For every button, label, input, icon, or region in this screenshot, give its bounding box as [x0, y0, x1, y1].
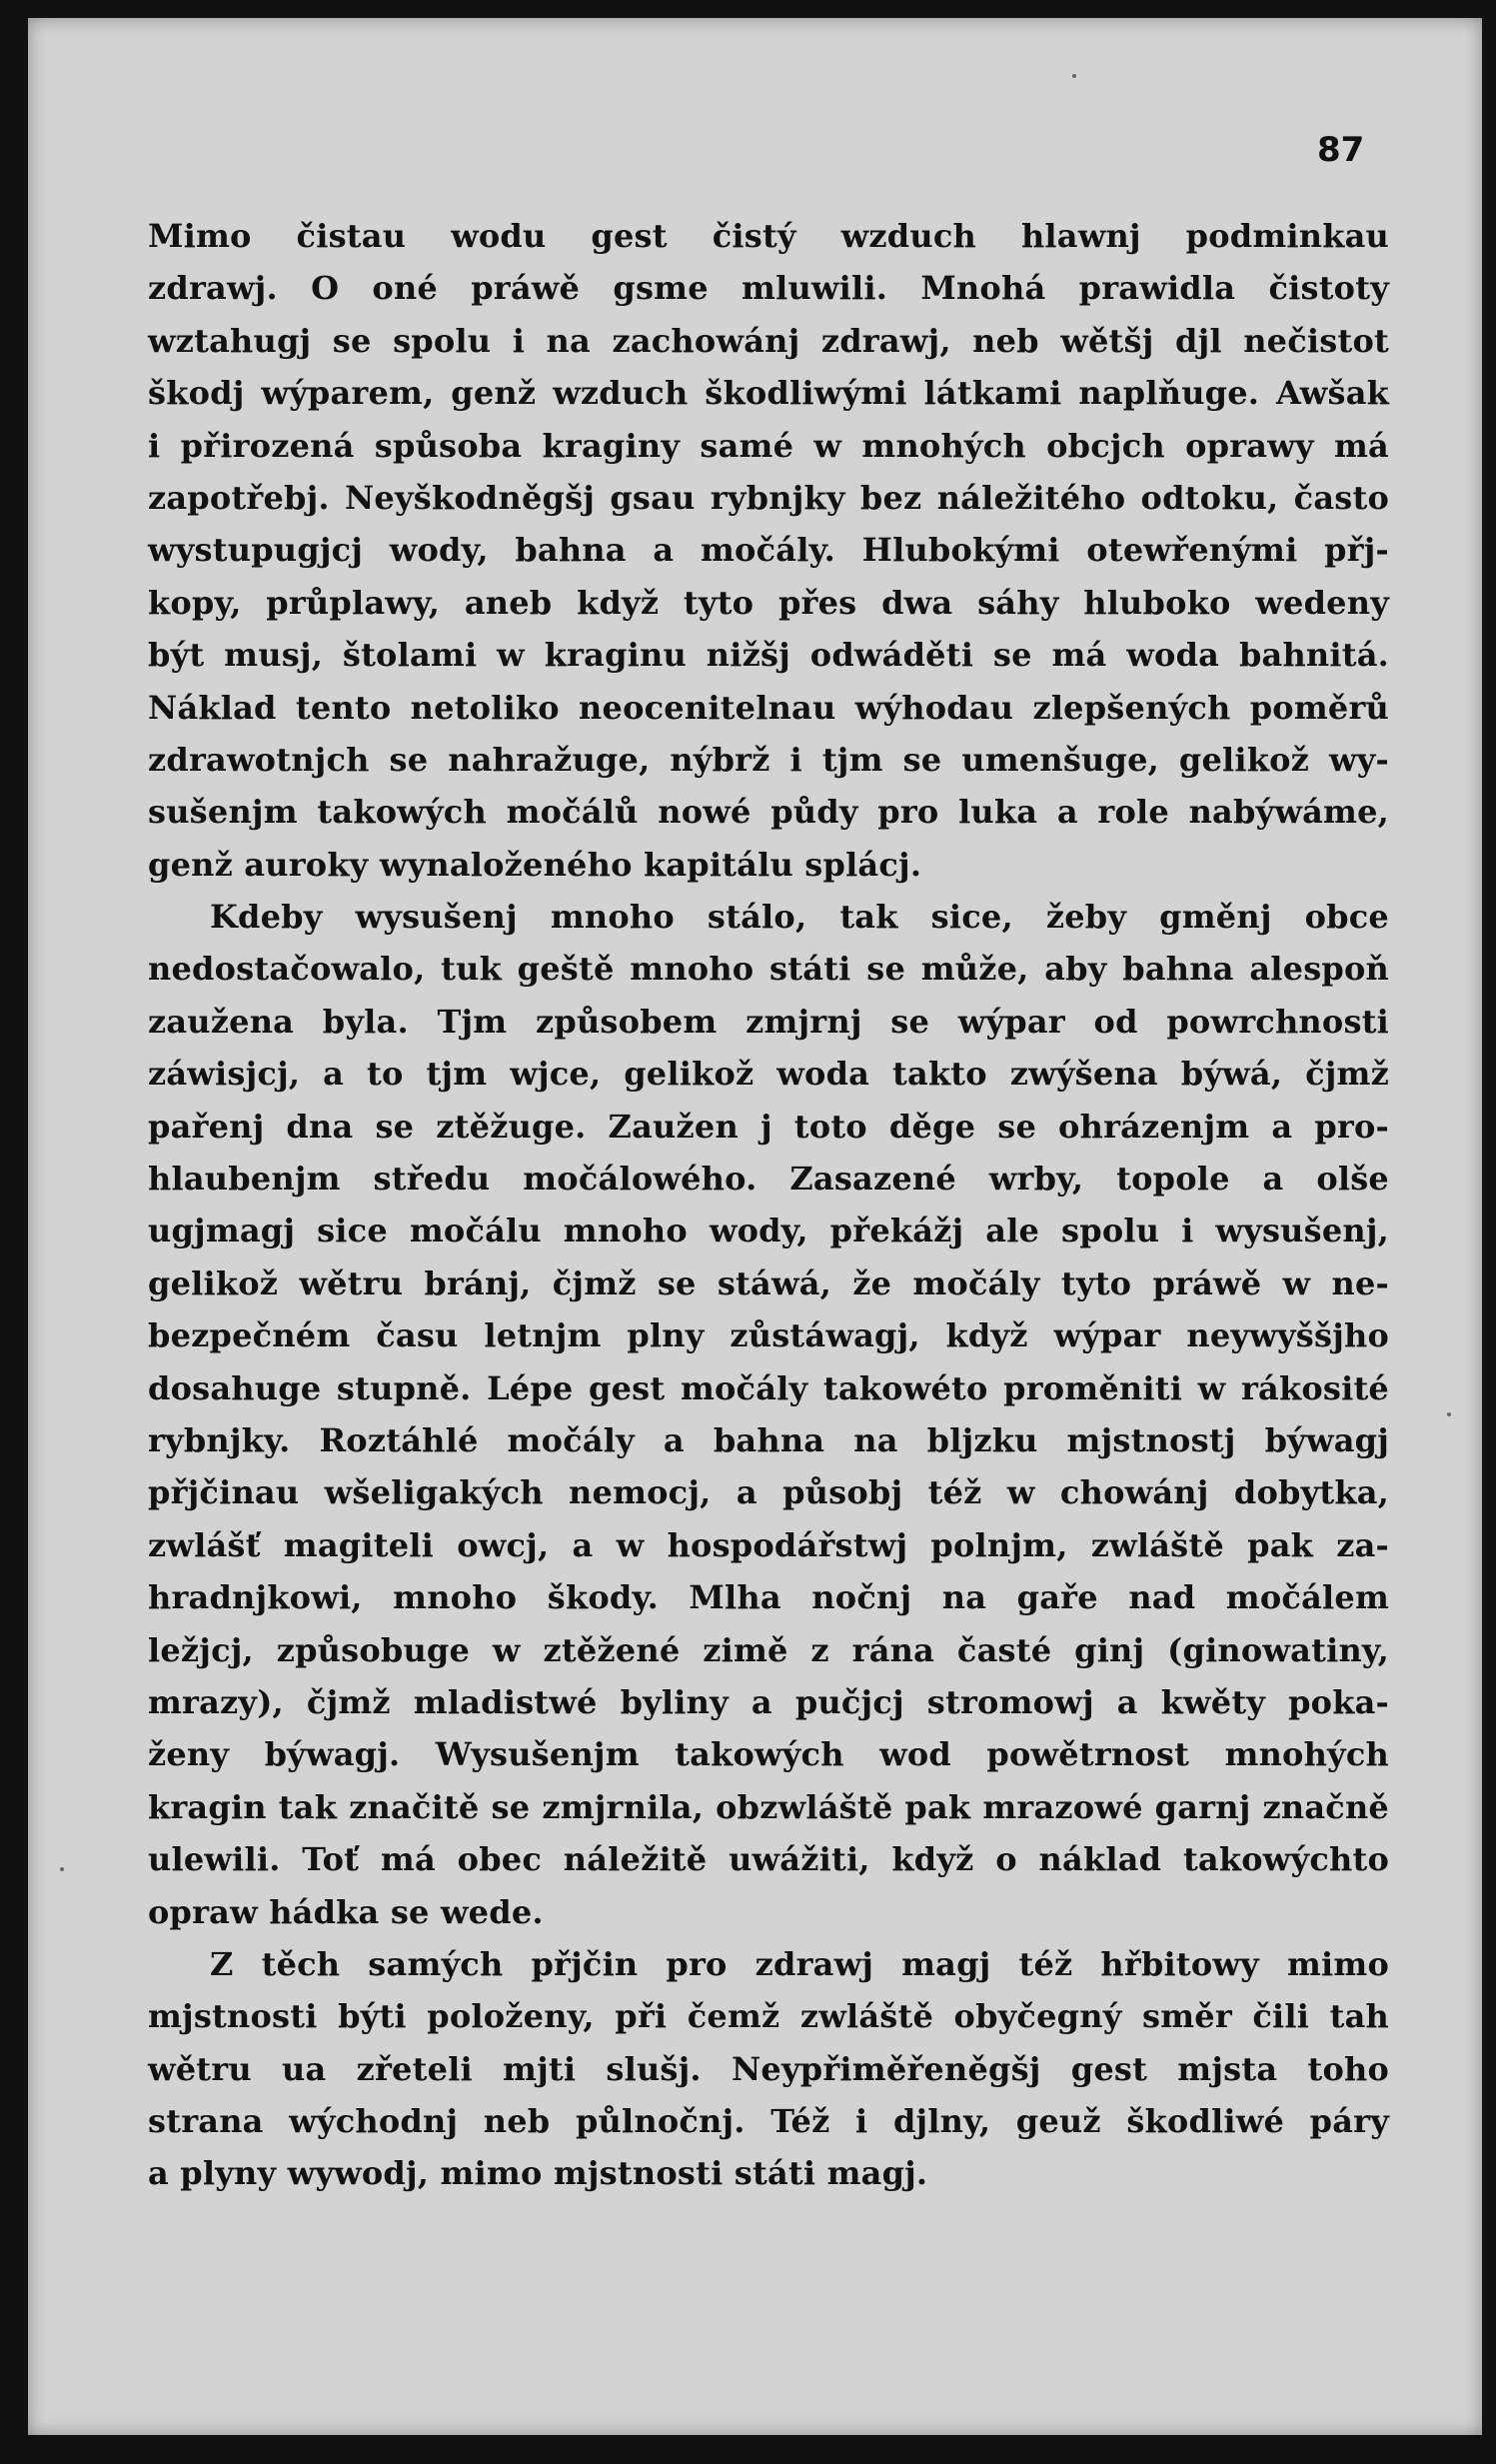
text-line: zdrawotnjch se nahražuge, nýbrž i tjm se umenšuge, gelikož wy-	[148, 740, 1389, 779]
text-line: Náklad tento netoliko neocenitelnau wýhodau zlepšených poměrů	[148, 688, 1389, 727]
text-line: sušenjm takowých močálů nowé půdy pro luka a role nabýwáme,	[148, 793, 1389, 832]
text-line: Z těch samých přjčin pro zdrawj magj též hřbitowy mimo	[210, 1944, 1389, 1983]
text-line: mrazy), čjmž mladistwé byliny a pučjcj stromowj a kwěty poka-	[148, 1682, 1389, 1721]
text-line: gelikož wětru bránj, čjmž se stáwá, že močály tyto práwě w ne-	[148, 1263, 1389, 1302]
text-line: škodj wýparem, genž wzduch škodliwými látkami naplňuge. Awšak	[148, 374, 1389, 413]
text-line: hlaubenjm středu močálowého. Zasazené wrby, topole a olše	[148, 1160, 1389, 1199]
book-page	[28, 18, 1482, 2435]
paragraph	[148, 1938, 1389, 2200]
text-line: a plyny wywodj, mimo mjstnosti státi magj.	[148, 2154, 928, 2193]
body-text	[148, 210, 1389, 2200]
text-line: zapotřebj. Neyškodněgšj gsau rybnjky bez náležitého odtoku, často	[148, 478, 1389, 517]
text-line: bezpečném času letnjm plny zůstáwagj, když wýpar neywyššjho	[148, 1316, 1389, 1355]
text-line: wětru ua zřeteli mjti slušj. Neypřiměřeněgšj gest mjsta toho	[148, 2049, 1389, 2088]
text-line: zaužena byla. Tjm způsobem zmjrnj se wýpar od powrchnosti	[148, 1002, 1389, 1041]
text-line: i přirozená spůsoba kraginy samé w mnohých obcjch oprawy má	[148, 426, 1389, 465]
text-line: ležjcj, způsobuge w ztěžené zimě z rána časté ginj (ginowatiny,	[148, 1630, 1389, 1669]
text-line: hradnjkowi, mnoho škody. Mlha nočnj na gaře nad močálem	[148, 1578, 1389, 1617]
text-line: wystupugjcj wody, bahna a močály. Hlubokými otewřenými přj-	[148, 531, 1389, 570]
text-line: záwisjcj, a to tjm wjce, gelikož woda takto zwýšena býwá, čjmž	[148, 1055, 1389, 1094]
text-line: přjčinau wšeligakých nemocj, a působj též w chowánj dobytka,	[148, 1473, 1389, 1512]
text-line: dosahuge stupně. Lépe gest močály takowéto proměniti w rákosité	[148, 1368, 1389, 1407]
text-line: strana wýchodnj neb půlnočnj. Též i djlny, geuž škodliwé páry	[148, 2102, 1389, 2141]
text-line: pařenj dna se ztěžuge. Zaužen j toto děge se ohrázenjm a pro-	[148, 1107, 1389, 1146]
page-number: 87	[1317, 130, 1365, 170]
text-line: být musj, štolami w kraginu nižšj odwáděti se má woda bahnitá.	[148, 636, 1389, 675]
text-line: mjstnosti býti položeny, při čemž zwláště obyčegný směr čili tah	[148, 1997, 1389, 2036]
text-line: ženy býwagj. Wysušenjm takowých wod powětrnost mnohých	[148, 1735, 1389, 1774]
text-line: kragin tak značitě se zmjrnila, obzwláště pak mrazowé garnj značně	[148, 1787, 1389, 1826]
paragraph	[148, 210, 1389, 891]
text-line: zwlášť magiteli owcj, a w hospodářstwj polnjm, zwláště pak za-	[148, 1525, 1389, 1564]
scan-speck	[1072, 74, 1076, 78]
text-line: ugjmagj sice močálu mnoho wody, překážj ale spolu i wysušenj,	[148, 1212, 1389, 1250]
paragraph	[148, 891, 1389, 1938]
text-line: genž auroky wynaloženého kapitálu splácj.	[148, 845, 922, 884]
text-line: Mimo čistau wodu gest čistý wzduch hlawnj podminkau	[148, 217, 1389, 255]
text-line: Kdeby wysušenj mnoho stálo, tak sice, žeby gměnj obce	[210, 898, 1389, 937]
text-line: wztahugj se spolu i na zachowánj zdrawj, neb wětšj djl nečistot	[148, 321, 1389, 360]
text-line: rybnjky. Roztáhlé močály a bahna na bljzku mjstnostj býwagj	[148, 1420, 1389, 1459]
text-line: nedostačowalo, tuk geště mnoho státi se může, aby bahna alespoň	[148, 950, 1389, 989]
scan-speck	[1447, 1412, 1451, 1416]
text-line: zdrawj. O oné práwě gsme mluwili. Mnohá prawidla čistoty	[148, 269, 1389, 308]
text-line: ulewili. Toť má obec náležitě uwážiti, když o náklad takowýchto	[148, 1840, 1389, 1879]
text-line: kopy, průplawy, aneb když tyto přes dwa sáhy hluboko wedeny	[148, 583, 1389, 622]
text-line: opraw hádka se wede.	[148, 1892, 544, 1931]
scan-speck	[60, 1867, 64, 1871]
